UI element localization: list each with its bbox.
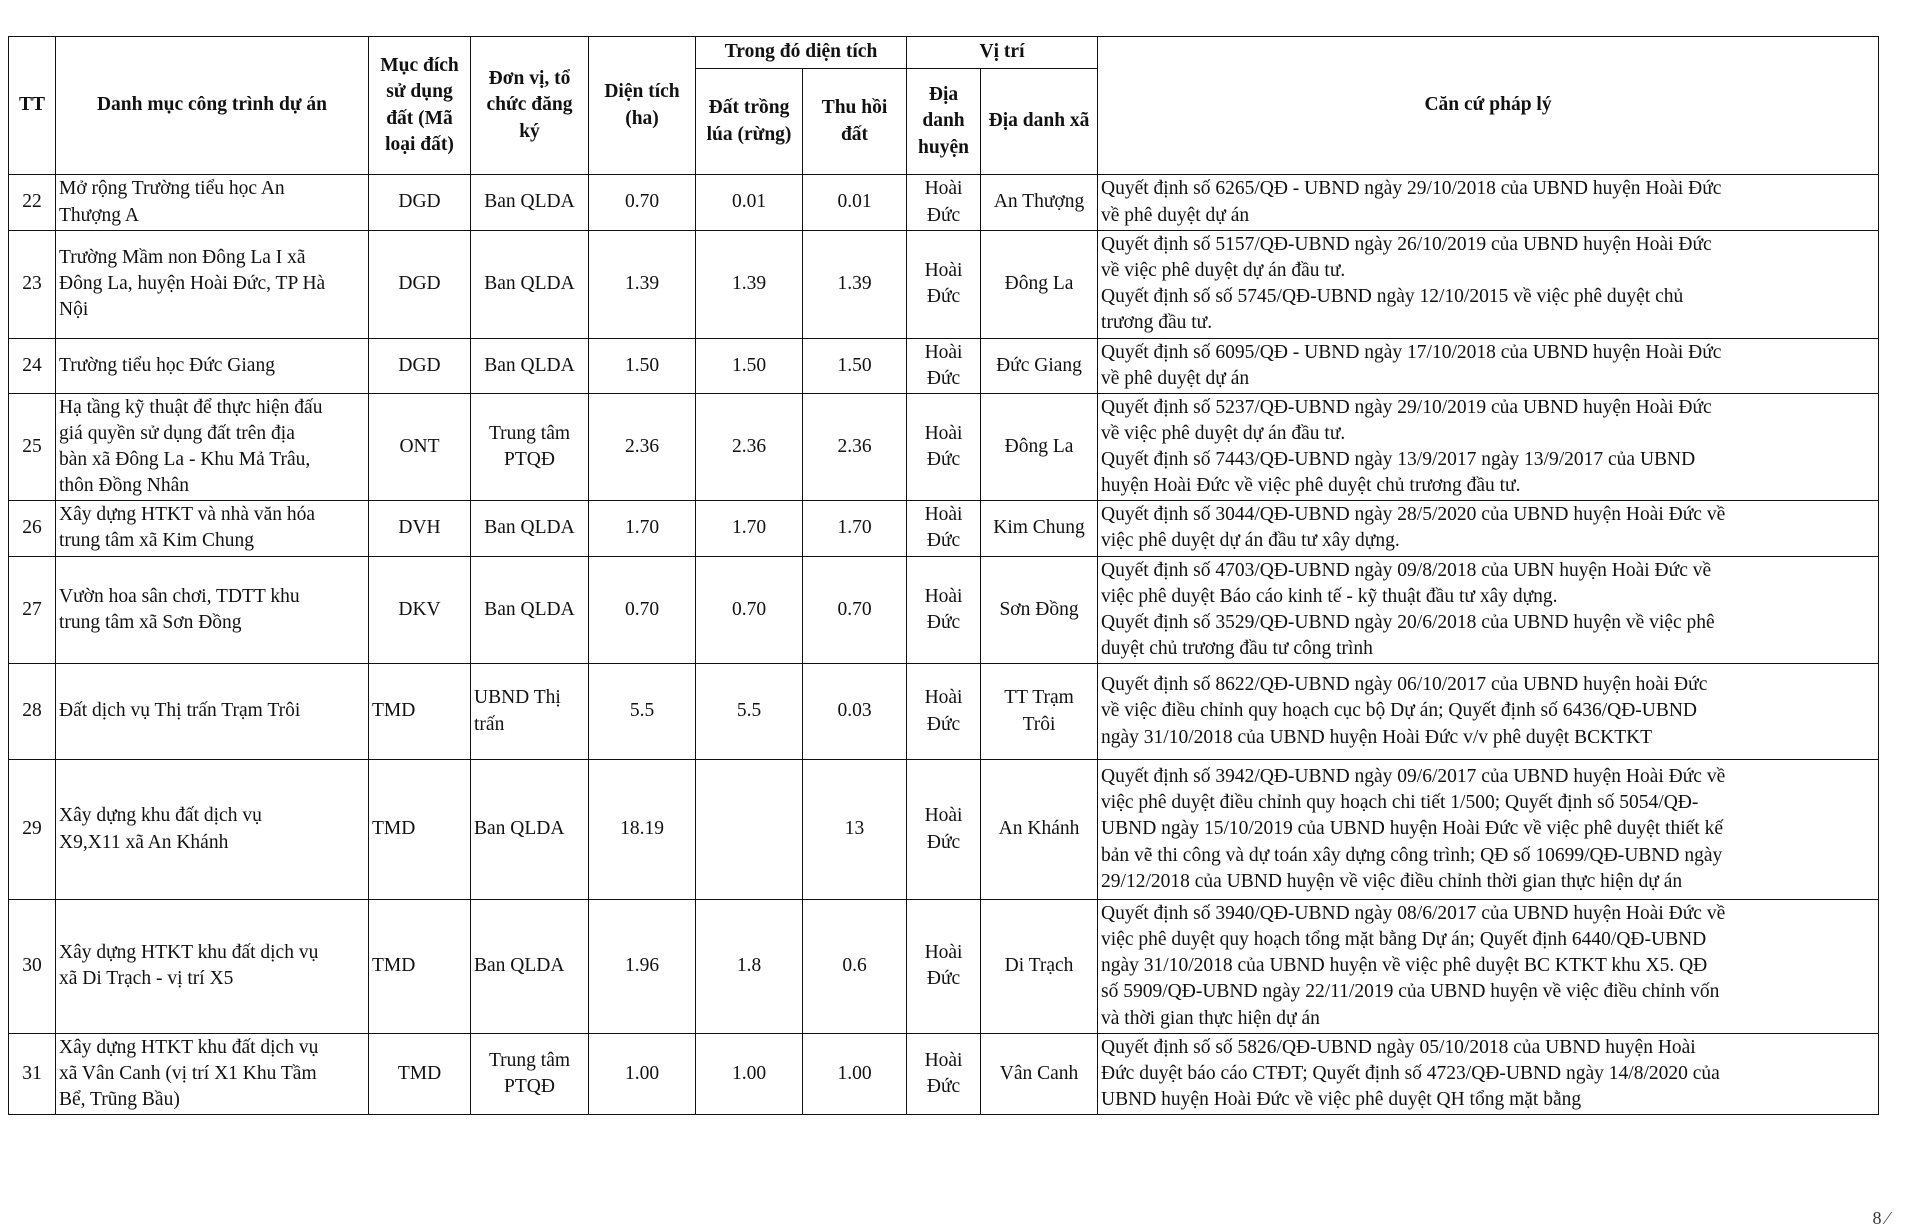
cell-district-line: Hoài (924, 942, 963, 964)
cell-legal (1098, 175, 1879, 231)
cell-project (56, 393, 369, 501)
cell-district-line: Hoài (924, 260, 963, 282)
cell-legal (1098, 1033, 1879, 1114)
cell-recover: 13 (803, 760, 907, 900)
cell-legal-line: việc phê duyệt Báo cáo kinh tế - kỹ thuật đầu tư xây dựng. (1101, 585, 1558, 607)
cell-district (907, 393, 981, 501)
cell-legal-line: bản vẽ thi công và dự toán xây dựng công trình; QĐ số 10699/QĐ-UBND ngày (1101, 844, 1723, 866)
header-rice-line: lúa (rừng) (706, 123, 792, 145)
cell-district-line: Đức (926, 286, 961, 308)
cell-legal (1098, 760, 1879, 900)
cell-unit-line: PTQĐ (504, 449, 555, 470)
cell-district-line: Hoài (924, 178, 963, 200)
cell-commune (981, 175, 1098, 231)
cell-legal (1098, 501, 1879, 556)
cell-district (907, 231, 981, 339)
cell-rice: 1.39 (696, 231, 803, 339)
cell-area: 1.70 (589, 501, 696, 556)
header-district (907, 69, 981, 175)
cell-legal-line: về phê duyệt dự án (1101, 204, 1250, 226)
cell-rice: 2.36 (696, 393, 803, 501)
cell-district (907, 175, 981, 231)
cell-legal-line: ngày 31/10/2018 của UBND huyện Hoài Đức v/v phê duyệt BCKTKT (1101, 726, 1653, 748)
cell-unit-line: Ban QLDA (474, 955, 565, 977)
header-recover-line: đất (840, 123, 869, 145)
cell-legal (1098, 393, 1879, 501)
cell-district-line: Hoài (924, 341, 963, 363)
cell-unit (471, 900, 589, 1034)
cell-tt: 24 (9, 338, 56, 393)
table-row (9, 338, 1879, 393)
header-district-line: huyện (918, 136, 969, 158)
cell-commune (981, 664, 1098, 760)
cell-project-line: Trường Mầm non Đông La I xã (59, 247, 306, 269)
cell-purpose: DGD (369, 175, 471, 231)
cell-commune (981, 900, 1098, 1034)
cell-area: 18.19 (589, 760, 696, 900)
header-area-line: (ha) (625, 107, 659, 129)
cell-commune (981, 393, 1098, 501)
cell-unit (471, 664, 589, 760)
cell-district-line: Đức (926, 1075, 961, 1097)
cell-unit-line: Trung tâm (488, 422, 571, 444)
cell-unit (471, 760, 589, 900)
cell-project-line: Xây dựng HTKT khu đất dịch vụ (59, 942, 319, 964)
cell-project-line: Bể, Trũng Bầu) (59, 1088, 180, 1110)
header-district-line: danh (922, 110, 965, 132)
cell-unit-line: Ban QLDA (484, 517, 575, 539)
project-table (8, 36, 1879, 1115)
header-location: Vị trí (907, 37, 1098, 69)
cell-project-line: trung tâm xã Kim Chung (59, 530, 254, 552)
cell-recover: 0.03 (803, 664, 907, 760)
cell-legal-line: Quyết định số 3044/QĐ-UBND ngày 28/5/2020 của UBND huyện Hoài Đức về (1101, 504, 1726, 526)
table-row (9, 556, 1879, 664)
cell-district (907, 501, 981, 556)
cell-area: 1.50 (589, 338, 696, 393)
cell-commune-line: Kim Chung (993, 517, 1085, 539)
cell-legal (1098, 664, 1879, 760)
cell-rice: 1.00 (696, 1033, 803, 1114)
cell-purpose: TMD (369, 900, 471, 1034)
table-row (9, 1033, 1879, 1114)
cell-legal-line: Quyết định số 6095/QĐ - UBND ngày 17/10/2018 của UBND huyện Hoài Đức (1101, 341, 1722, 363)
cell-commune-line: Đức Giang (996, 354, 1082, 376)
table-row (9, 760, 1879, 900)
cell-recover: 2.36 (803, 393, 907, 501)
header-rice-line: Đất trồng (708, 97, 790, 119)
cell-tt: 26 (9, 501, 56, 556)
cell-legal-line: trương đầu tư. (1101, 312, 1213, 334)
cell-project (56, 664, 369, 760)
cell-legal-line: việc phê duyệt dự án đầu tư xây dựng. (1101, 530, 1400, 552)
cell-rice: 1.50 (696, 338, 803, 393)
cell-legal-line: Quyết định số 8622/QĐ-UBND ngày 06/10/2017 của UBND huyện hoài Đức (1101, 674, 1708, 696)
cell-rice: 1.70 (696, 501, 803, 556)
cell-project-line: Xây dựng khu đất dịch vụ (59, 805, 262, 827)
header-purpose-line: sử dụng (386, 81, 453, 103)
cell-legal-line: UBND huyện Hoài Đức về việc phê duyệt QH tổng mặt bằng (1101, 1088, 1582, 1110)
cell-recover: 1.50 (803, 338, 907, 393)
cell-district-line: Hoài (924, 1049, 963, 1071)
cell-legal (1098, 900, 1879, 1034)
cell-unit-line: Ban QLDA (484, 598, 575, 620)
cell-commune (981, 338, 1098, 393)
cell-district-line: Đức (926, 530, 961, 552)
header-purpose-line: loại đất) (385, 133, 454, 155)
cell-purpose: TMD (369, 664, 471, 760)
table-row (9, 501, 1879, 556)
cell-unit (471, 338, 589, 393)
cell-legal-line: UBND ngày 15/10/2019 của UBND huyện Hoài Đức về việc phê duyệt thiết kế (1101, 818, 1724, 840)
header-purpose-line: Mục đích (380, 55, 459, 77)
cell-project-line: Mở rộng Trường tiểu học An (59, 178, 285, 200)
cell-legal-line: và thời gian thực hiện dự án (1101, 1007, 1320, 1029)
cell-commune (981, 760, 1098, 900)
cell-unit (471, 231, 589, 339)
cell-district-line: Hoài (924, 805, 963, 827)
cell-rice: 1.8 (696, 900, 803, 1034)
header-legal: Căn cứ pháp lý (1098, 37, 1879, 175)
cell-project-line: Nội (59, 299, 89, 321)
cell-project-line: Trường tiểu học Đức Giang (59, 354, 275, 376)
cell-district-line: Đức (926, 831, 961, 853)
cell-commune (981, 231, 1098, 339)
cell-area: 1.39 (589, 231, 696, 339)
cell-unit (471, 175, 589, 231)
cell-area: 1.96 (589, 900, 696, 1034)
cell-unit (471, 501, 589, 556)
cell-legal-line: 29/12/2018 của UBND huyện về việc điều chỉnh thời gian thực hiện dự án (1101, 870, 1683, 892)
cell-project (56, 175, 369, 231)
cell-project-line: trung tâm xã Sơn Đồng (59, 611, 242, 633)
cell-legal (1098, 556, 1879, 664)
cell-project-line: Đông La, huyện Hoài Đức, TP Hà (59, 273, 326, 295)
cell-legal-line: việc phê duyệt điều chỉnh quy hoạch chi tiết 1/500; Quyết định số 5054/QĐ- (1101, 792, 1699, 814)
header-commune: Địa danh xã (981, 69, 1098, 175)
cell-legal-line: về việc phê duyệt dự án đầu tư. (1101, 260, 1346, 282)
cell-district-line: Hoài (924, 687, 963, 709)
cell-project (56, 900, 369, 1034)
cell-area: 0.70 (589, 556, 696, 664)
table-row (9, 231, 1879, 339)
cell-unit (471, 1033, 589, 1114)
cell-unit-line: UBND Thị (474, 687, 561, 709)
header-area-line: Diện tích (604, 81, 680, 103)
cell-legal-line: Quyết định số 4703/QĐ-UBND ngày 09/8/2018 của UBN huyện Hoài Đức về (1101, 559, 1712, 581)
table-row (9, 393, 1879, 501)
cell-area: 2.36 (589, 393, 696, 501)
cell-project (56, 338, 369, 393)
cell-purpose: DKV (369, 556, 471, 664)
cell-unit-line: Trung tâm (488, 1049, 571, 1071)
table-row (9, 900, 1879, 1034)
cell-legal-line: về việc phê duyệt dự án đầu tư. (1101, 422, 1346, 444)
cell-district-line: Đức (926, 449, 961, 470)
header-project: Danh mục công trình dự án (56, 37, 369, 175)
cell-tt: 25 (9, 393, 56, 501)
cell-legal-line: Quyết định số 5157/QĐ-UBND ngày 26/10/2019 của UBND huyện Hoài Đức (1101, 234, 1712, 255)
cell-project (56, 760, 369, 900)
cell-tt: 28 (9, 664, 56, 760)
cell-project-line: Hạ tầng kỹ thuật để thực hiện đấu (59, 396, 323, 418)
cell-project-line: xã Di Trạch - vị trí X5 (59, 968, 234, 990)
cell-commune (981, 556, 1098, 664)
cell-tt: 30 (9, 900, 56, 1034)
header-recover (803, 69, 907, 175)
cell-district-line: Đức (926, 968, 961, 990)
header-unit-line: chức đăng ký (486, 94, 573, 142)
cell-recover: 0.01 (803, 175, 907, 231)
cell-legal-line: Quyết định số 3940/QĐ-UBND ngày 08/6/2017 của UBND huyện Hoài Đức về (1101, 903, 1726, 924)
cell-project-line: Xây dựng HTKT khu đất dịch vụ (59, 1036, 319, 1058)
cell-area: 5.5 (589, 664, 696, 760)
cell-recover: 1.70 (803, 501, 907, 556)
cell-district (907, 900, 981, 1034)
cell-recover: 0.70 (803, 556, 907, 664)
cell-unit (471, 393, 589, 501)
cell-tt: 23 (9, 231, 56, 339)
header-district-line: Địa (928, 84, 959, 106)
cell-project-line: xã Vân Canh (vị trí X1 Khu Tầm (59, 1062, 317, 1084)
header-rice (696, 69, 803, 175)
cell-legal-line: Quyết định số 5237/QĐ-UBND ngày 29/10/2019 của UBND huyện Hoài Đức (1101, 396, 1712, 418)
cell-district (907, 664, 981, 760)
cell-commune-line: Đông La (1004, 273, 1074, 295)
corner-mark: 8 ⁄ (1872, 1208, 1889, 1228)
cell-unit-line: PTQĐ (504, 1075, 555, 1097)
cell-district (907, 556, 981, 664)
header-purpose (369, 37, 471, 175)
cell-project (56, 231, 369, 339)
cell-tt: 27 (9, 556, 56, 664)
cell-purpose: ONT (369, 393, 471, 501)
table-row (9, 175, 1879, 231)
cell-district-line: Đức (926, 713, 961, 735)
cell-project-line: Vườn hoa sân chơi, TDTT khu (59, 585, 300, 607)
cell-project-line: Xây dựng HTKT và nhà văn hóa (59, 504, 316, 526)
cell-rice: 0.01 (696, 175, 803, 231)
cell-commune-line: TT Trạm (1004, 687, 1074, 709)
cell-district-line: Đức (926, 367, 961, 389)
cell-legal-line: duyệt chủ trương đầu tư công trình (1101, 637, 1373, 659)
cell-rice: 0.70 (696, 556, 803, 664)
cell-tt: 31 (9, 1033, 56, 1114)
cell-project-line: X9,X11 xã An Khánh (59, 831, 229, 853)
cell-rice: 5.5 (696, 664, 803, 760)
cell-district (907, 338, 981, 393)
cell-unit (471, 556, 589, 664)
cell-area: 1.00 (589, 1033, 696, 1114)
cell-unit-line: Ban QLDA (484, 273, 575, 295)
cell-commune (981, 1033, 1098, 1114)
header-unit-line: Đơn vị, tổ (488, 68, 571, 90)
cell-project-line: Thượng A (59, 204, 139, 226)
cell-district-line: Hoài (924, 504, 963, 526)
header-in-which: Trong đó diện tích (696, 37, 907, 69)
header-area (589, 37, 696, 175)
cell-district-line: Hoài (924, 585, 963, 607)
cell-legal-line: Đức duyệt báo cáo CTĐT; Quyết định số 4723/QĐ-UBND ngày 14/8/2020 của (1101, 1062, 1720, 1084)
cell-purpose: DGD (369, 231, 471, 339)
cell-tt: 29 (9, 760, 56, 900)
cell-commune-line: Trôi (1022, 713, 1056, 735)
cell-district (907, 760, 981, 900)
cell-legal-line: Quyết định số 3529/QĐ-UBND ngày 20/6/2018 của UBND huyện về việc phê (1101, 611, 1715, 633)
cell-legal-line: Quyết định số 3942/QĐ-UBND ngày 09/6/2017 của UBND huyện Hoài Đức về (1101, 766, 1726, 788)
cell-commune-line: Sơn Đồng (999, 598, 1079, 620)
cell-unit-line: Ban QLDA (474, 818, 565, 840)
cell-rice (696, 760, 803, 900)
cell-project (56, 501, 369, 556)
cell-unit-line: trấn (474, 713, 505, 735)
cell-purpose: TMD (369, 1033, 471, 1114)
cell-commune-line: Di Trạch (1004, 955, 1074, 977)
cell-legal-line: ngày 31/10/2018 của UBND huyện về việc phê duyệt BC KTKT khu X5. QĐ (1101, 955, 1708, 977)
cell-commune-line: Vân Canh (999, 1062, 1079, 1084)
cell-project-line: bàn xã Đông La - Khu Mả Trâu, (59, 449, 311, 470)
cell-commune (981, 501, 1098, 556)
cell-legal-line: huyện Hoài Đức về việc phê duyệt chủ trương đầu tư. (1101, 475, 1521, 497)
cell-project (56, 556, 369, 664)
cell-purpose: DGD (369, 338, 471, 393)
cell-commune-line: An Khánh (998, 818, 1080, 840)
cell-district-line: Đức (926, 611, 961, 633)
cell-legal (1098, 231, 1879, 339)
cell-recover: 0.6 (803, 900, 907, 1034)
cell-area: 0.70 (589, 175, 696, 231)
table-row (9, 664, 1879, 760)
cell-unit-line: Ban QLDA (484, 191, 575, 213)
cell-recover: 1.39 (803, 231, 907, 339)
cell-project-line: Đất dịch vụ Thị trấn Trạm Trôi (59, 700, 301, 722)
cell-legal-line: Quyết định số 6265/QĐ - UBND ngày 29/10/2018 của UBND huyện Hoài Đức (1101, 178, 1722, 200)
cell-project (56, 1033, 369, 1114)
cell-legal-line: việc phê duyệt quy hoạch tổng mặt bằng Dự án; Quyết định 6440/QĐ-UBND (1101, 929, 1707, 951)
cell-legal-line: Quyết định số 7443/QĐ-UBND ngày 13/9/2017 ngày 13/9/2017 của UBND (1101, 449, 1696, 470)
cell-purpose: DVH (369, 501, 471, 556)
header-recover-line: Thu hồi (821, 97, 888, 119)
cell-commune-line: Đông La (1004, 435, 1074, 457)
cell-legal-line: về phê duyệt dự án (1101, 367, 1250, 389)
cell-legal-line: số 5909/QĐ-UBND ngày 22/11/2019 của UBND huyện về việc điều chỉnh vốn (1101, 981, 1720, 1003)
cell-recover: 1.00 (803, 1033, 907, 1114)
cell-legal-line: Quyết định số số 5826/QĐ-UBND ngày 05/10/2018 của UBND huyện Hoài (1101, 1036, 1696, 1058)
cell-unit-line: Ban QLDA (484, 354, 575, 376)
cell-district-line: Hoài (924, 422, 963, 444)
header-tt: TT (9, 37, 56, 175)
table-body (9, 175, 1879, 1115)
cell-legal (1098, 338, 1879, 393)
cell-legal-line: về việc điều chỉnh quy hoạch cục bộ Dự án; Quyết định số 6436/QĐ-UBND (1101, 700, 1698, 722)
cell-legal-line: Quyết định số số 5745/QĐ-UBND ngày 12/10/2015 về việc phê duyệt chủ (1101, 286, 1684, 308)
cell-district-line: Đức (926, 204, 961, 226)
cell-project-line: giá quyền sử dụng đất trên địa (59, 422, 295, 444)
header-purpose-line: đất (Mã (386, 107, 453, 129)
cell-project-line: thôn Đồng Nhân (59, 475, 189, 497)
cell-district (907, 1033, 981, 1114)
cell-purpose: TMD (369, 760, 471, 900)
cell-tt: 22 (9, 175, 56, 231)
header-unit (471, 37, 589, 175)
land-use-table-sheet (8, 36, 1879, 1115)
cell-commune-line: An Thượng (993, 191, 1085, 213)
